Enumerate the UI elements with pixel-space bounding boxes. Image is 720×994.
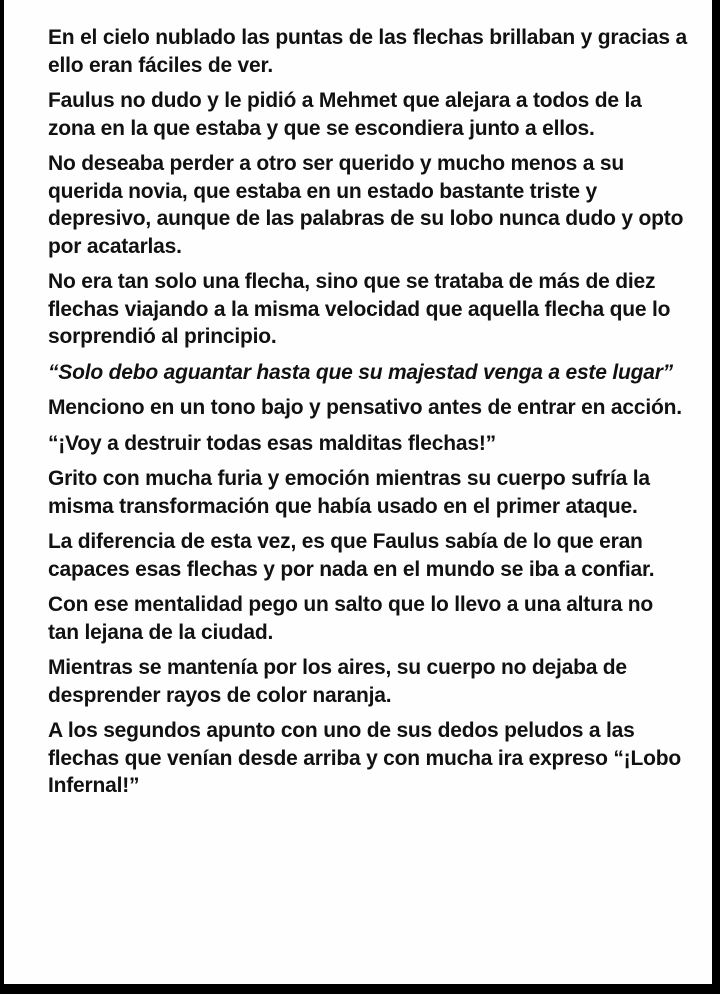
- paragraph-2: Faulus no dudo y le pidió a Mehmet que alejara a todos de la zona en la que estaba y que se escondiera junto a ellos.: [48, 89, 642, 140]
- paragraph-5-quote: “Solo debo aguantar hasta que su majestad venga a este lugar”: [48, 360, 673, 384]
- paragraph-9: La diferencia de esta vez, es que Faulus sabía de lo que eran capaces esas flechas y por nada en el mundo se iba a confiar.: [48, 530, 655, 581]
- paragraph-11: Mientras se mantenía por los aires, su cuerpo no dejaba de desprender rayos de color naranja.: [48, 656, 627, 707]
- paragraph-8: Grito con mucha furia y emoción mientras su cuerpo sufría la misma transformación que había usado en el primer ataque.: [48, 467, 650, 518]
- document-body: [48, 24, 688, 808]
- paragraph-10: Con ese mentalidad pego un salto que lo llevo a una altura no tan lejana de la ciudad.: [48, 593, 654, 644]
- paragraph-6: Menciono en un tono bajo y pensativo antes de entrar en acción.: [48, 396, 682, 419]
- paragraph-4: No era tan solo una flecha, sino que se trataba de más de diez flechas viajando a la misma velocidad que aquella flecha que lo sorprendió al principio.: [48, 270, 671, 348]
- paragraph-1: En el cielo nublado las puntas de las flechas brillaban y gracias a ello eran fáciles de ver.: [48, 26, 687, 77]
- paragraph-7-quote: “¡Voy a destruir todas esas malditas flechas!”: [48, 431, 496, 455]
- paragraph-12: A los segundos apunto con uno de sus dedos peludos a las flechas que venían desde arriba y con mucha ira expreso “¡Lobo Infernal!”: [48, 719, 681, 797]
- document-page: [4, 0, 712, 984]
- paragraph-3: No deseaba perder a otro ser querido y mucho menos a su querida novia, que estaba en un estado bastante triste y depresivo, aunque de las palabras de su lobo nunca dudo y opto por acatarlas.: [48, 152, 684, 258]
